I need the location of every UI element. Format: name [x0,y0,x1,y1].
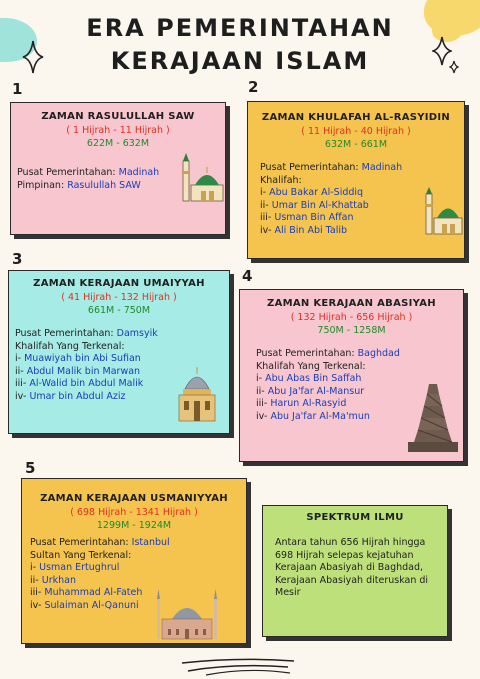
list-item: ii- Urkhan [30,574,76,586]
pusat-label: Pusat Pemerintahan: [15,328,114,339]
scribble-decoration [178,655,298,677]
pusat-value: Istanbul [131,537,170,548]
card-heading: ZAMAN KHULAFAH AL-RASYIDIN [261,112,451,123]
hagia-sophia-icon [154,589,220,641]
list-item: iii- Harun Al-Rasyid [256,398,347,409]
list-item: i- Abu Abas Bin Saffah [256,373,362,384]
masihi-range: 1299M - 1924M [96,520,172,531]
list-item: iv- Umar bin Abdul Aziz [15,390,126,402]
list-item: iv- Ali Bin Abi Talib [260,224,348,236]
pusat-value: Madinah [361,162,403,173]
spektrum-text: Antara tahun 656 Hijrah hingga 698 Hijrah selepas kejatuhan Kerajaan Abasiyah di Baghdad, Kerajaan Abasiyah diteruskan di Mesir [275,537,429,598]
mosque-icon [181,151,225,203]
masihi-range: 661M - 750M [87,305,151,316]
masihi-range: 622M - 632M [86,138,150,149]
pusat-value: Baghdad [357,348,400,359]
masihi-range: 750M - 1258M [317,325,386,336]
list-item: iii- Muhammad Al-Fateh [30,587,143,598]
card-kerajaan-umaiyyah [8,270,230,434]
pusat-value: Damsyik [116,328,158,339]
card-heading: ZAMAN KERAJAAN ABASIYAH [267,298,436,309]
list-label: Khalifah: [260,174,302,186]
card-heading: ZAMAN KERAJAAN UMAIYYAH [33,278,205,289]
list-item: iii- Al-Walid bin Abdul Malik [15,378,144,389]
list-item: i- Usman Ertughrul [30,562,120,573]
list-item: iv- Abu Ja'far Al-Ma'mun [256,410,370,422]
list-label: Sultan Yang Terkenal: [30,549,132,561]
list-item: ii- Umar Bin Al-Khattab [260,199,369,211]
list-item: iii- Usman Bin Affan [260,212,354,223]
list-item: ii- Abu Ja'far Al-Mansur [256,385,365,397]
card-heading: SPEKTRUM ILMU [306,512,404,523]
list-item: i- Muawiyah bin Abi Sufian [15,353,141,364]
hijrah-range: ( 698 Hijrah - 1341 Hijrah ) [70,507,198,518]
card-heading: ZAMAN KERAJAAN USMANIYYAH [40,493,228,504]
section-number: 3 [12,250,23,268]
card-kerajaan-usmaniyyah [21,478,247,644]
list-label: Khalifah Yang Terkenal: [15,340,125,352]
card-heading: ZAMAN RASULULLAH SAW [41,111,195,122]
list-item: iv- Sulaiman Al-Qanuni [30,599,139,611]
section-number: 5 [25,459,36,477]
list-item: i- Abu Bakar Al-Siddiq [260,187,364,198]
list-label: Khalifah Yang Terkenal: [256,360,366,372]
mosque-icon [424,186,464,236]
hijrah-range: ( 132 Hijrah - 656 Hijrah ) [290,312,413,323]
page-title-line-2: KERAJAAN ISLAM [110,47,370,75]
card-kerajaan-abasiyah [239,289,464,462]
spiral-minaret-icon [406,382,460,454]
pusat-label: Pusat Pemerintahan: [30,537,129,548]
pimpinan-value: Rasulullah SAW [67,179,141,191]
pusat-value: Madinah [118,167,160,178]
dome-mosque-icon [177,363,217,423]
masihi-range: 632M - 661M [324,139,388,150]
pusat-label: Pusat Pemerintahan: [17,167,116,178]
pimpinan-label: Pimpinan: [17,179,65,191]
card-spektrum-ilmu [262,505,448,637]
section-number: 4 [242,267,253,285]
hijrah-range: ( 1 Hijrah - 11 Hijrah ) [66,125,170,136]
card-zaman-rasulullah [10,102,226,235]
section-number: 2 [248,78,259,96]
page-title-line-1: ERA PEMERINTAHAN [86,14,394,42]
card-khulafah-al-rasyidin [247,101,465,259]
hijrah-range: ( 11 Hijrah - 40 Hijrah ) [301,126,411,137]
section-number: 1 [12,80,23,98]
hijrah-range: ( 41 Hijrah - 132 Hijrah ) [61,292,177,303]
list-item: ii- Abdul Malik bin Marwan [15,365,141,377]
pusat-label: Pusat Pemerintahan: [256,348,355,359]
pusat-label: Pusat Pemerintahan: [260,162,359,173]
